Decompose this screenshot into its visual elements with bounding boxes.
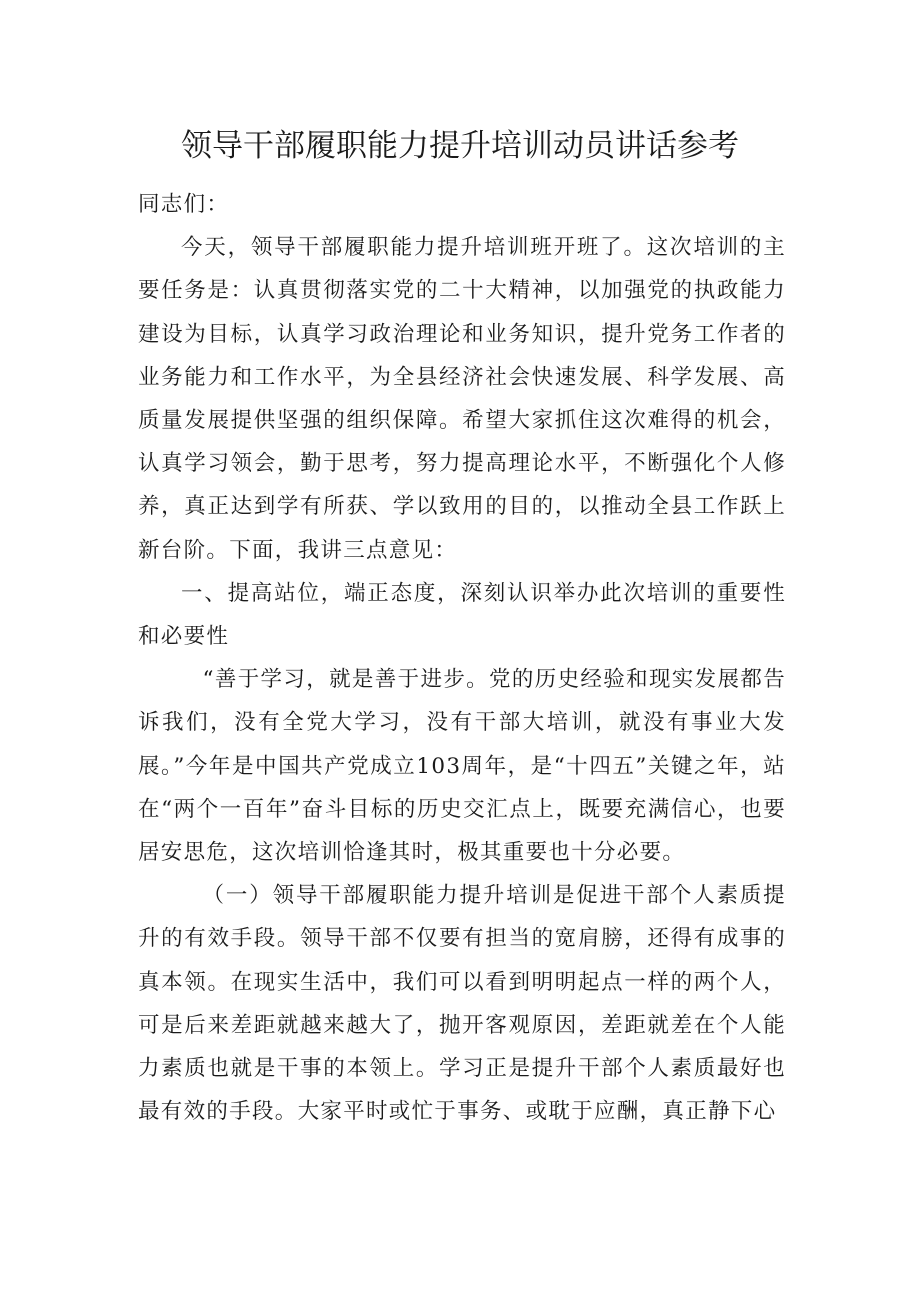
section-heading-1: 一、提高站位，端正态度，深刻认识举办此次培训的重要性和必要性 (138, 580, 786, 650)
paragraph-opening: 今天，领导干部履职能力提升培训班开班了。这次培训的主要任务是：认真贯彻落实党的二十大精神，以加强党的执政能力建设为目标，认真学习政治理论和业务知识，提升党务工作者的业务能力和工作水平，为全县经济社会快速发展、科学发展、高质量发展提供坚强的组织保障。希望大家抓住这次难得的机会，认真学习领会，勤于思考，努力提高理论水平，不断强化个人修养，真正达到学有所获、学以致用的目的，以推动全县工作跃上新台阶。下面，我讲三点意见： (138, 235, 786, 563)
document-title: 领导干部履职能力提升培训动员讲话参考 (181, 128, 739, 164)
subsection-1: （一）领导干部履职能力提升培训是促进干部个人素质提升的有效手段。领导干部不仅要有担当的宽肩膀，还得有成事的真本领。在现实生活中，我们可以看到明明起点一样的两个人，可是后来差距就越来越大了，抛开客观原因，差距就差在个人能力素质也就是干事的本领上。学习正是提升干部个人素质最好也最有效的手段。大家平时或忙于事务、或耽于应酬，真正静下心 (138, 883, 786, 1125)
paragraph-quote: “善于学习，就是善于进步。党的历史经验和现实发展都告诉我们，没有全党大学习，没有干部大培训，就没有事业大发展。”今年是中国共产党成立103周年，是“十四五”关键之年，站在“两个一百年”奋斗目标的历史交汇点上，既要充满信心，也要居安思危，这次培训恰逢其时，极其重要也十分必要。 (138, 667, 786, 866)
document-body (138, 183, 786, 1133)
salutation: 同志们： (138, 192, 230, 217)
